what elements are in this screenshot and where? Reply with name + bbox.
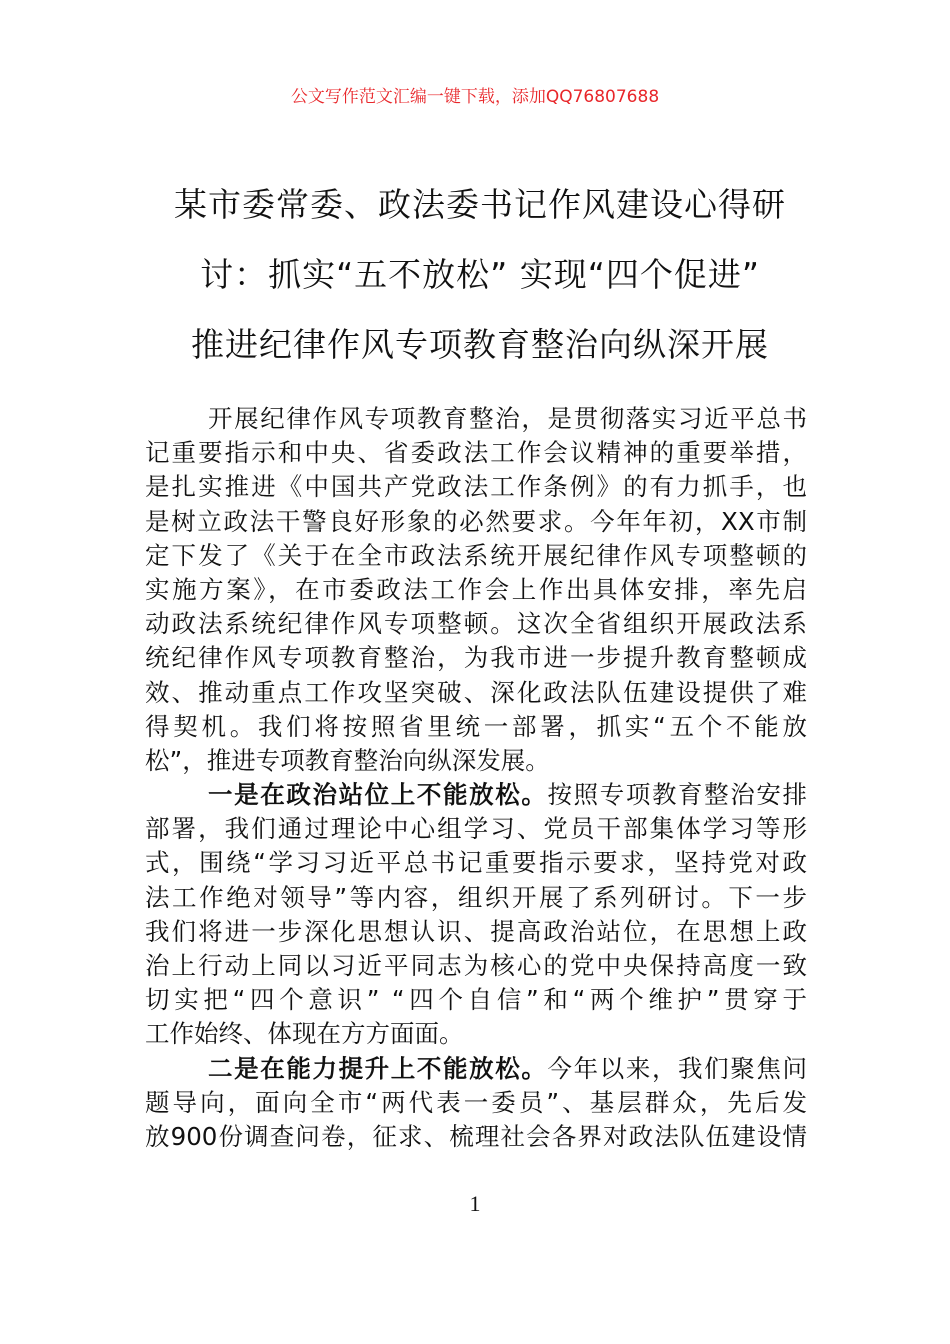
title-line-3: 推进纪律作风专项教育整治向纵深开展 bbox=[191, 325, 769, 364]
text-line bbox=[145, 1052, 807, 1086]
title-line-2: 讨：抓实“五不放松” 实现“四个促进” bbox=[200, 255, 760, 294]
text-line: 开展纪律作风专项教育整治，是贯彻落实习近平总书 bbox=[208, 404, 807, 433]
text-line: 是扎实推进《中国共产党政法工作条例》的有力抓手，也 bbox=[145, 472, 807, 502]
section-heading: 二是在能力提升上不能放松。 bbox=[208, 1053, 548, 1083]
text-line: 式，围绕“学习习近平总书记重要指示要求，坚持党对政 bbox=[145, 848, 807, 878]
text-line: 题导向，面向全市“两代表一委员”、基层群众，先后发 bbox=[145, 1087, 807, 1117]
download-banner: 公文写作范文汇编一键下载，添加QQ76807688 bbox=[290, 87, 660, 107]
text-line: 部署，我们通过理论中心组学习、党员干部集体学习等形 bbox=[145, 814, 807, 844]
text-run: 今年以来，我们聚焦问 bbox=[547, 1053, 808, 1083]
text-line: 我们将进一步深化思想认识、提高政治站位，在思想上政 bbox=[145, 916, 807, 946]
text-line: 动政法系统纪律作风专项整顿。这次全省组织开展政法系 bbox=[145, 609, 807, 639]
text-line: 工作始终、体现在方方面面。 bbox=[145, 1019, 464, 1049]
text-line: 放900份调查问卷，征求、梳理社会各界对政法队伍建设情 bbox=[145, 1121, 807, 1151]
text-line: 松”，推进专项教育整治向纵深发展。 bbox=[145, 745, 550, 775]
text-line: 记重要指示和中央、省委政法工作会议精神的重要举措， bbox=[145, 438, 807, 468]
page-number: 1 bbox=[469, 1191, 481, 1216]
text-line: 治上行动上同以习近平同志为核心的党中央保持高度一致 bbox=[145, 951, 807, 980]
paragraph-political-stance bbox=[145, 778, 807, 1052]
text-run: 按照专项教育整治安排 bbox=[547, 780, 808, 810]
text-line: 统纪律作风专项教育整治，为我市进一步提升教育整顿成 bbox=[145, 643, 807, 673]
text-line: 法工作绝对领导”等内容，组织开展了系列研讨。下一步 bbox=[145, 882, 807, 912]
text-line: 得契机。我们将按照省里统一部署，抓实“五个不能放 bbox=[145, 711, 807, 741]
paragraph-capability bbox=[145, 1052, 807, 1155]
text-line: 切实把“四个意识” “四个自信”和“两个维护”贯穿于 bbox=[145, 985, 807, 1015]
document-title bbox=[140, 170, 820, 380]
title-line-1: 某市委常委、政法委书记作风建设心得研 bbox=[174, 185, 786, 224]
text-line: 实施方案》，在市委政法工作会上作出具体安排，率先启 bbox=[145, 574, 807, 604]
text-line: 是树立政法干警良好形象的必然要求。今年年初，XX市制 bbox=[145, 506, 807, 536]
text-line: 效、推动重点工作攻坚突破、深化政法队伍建设提供了难 bbox=[145, 677, 807, 707]
section-heading: 一是在政治站位上不能放松。 bbox=[208, 780, 548, 810]
text-line bbox=[145, 778, 807, 812]
paragraph-intro bbox=[145, 402, 807, 778]
text-line: 定下发了《关于在全市政法系统开展纪律作风专项整顿的 bbox=[145, 540, 807, 570]
document-body bbox=[145, 402, 807, 1154]
